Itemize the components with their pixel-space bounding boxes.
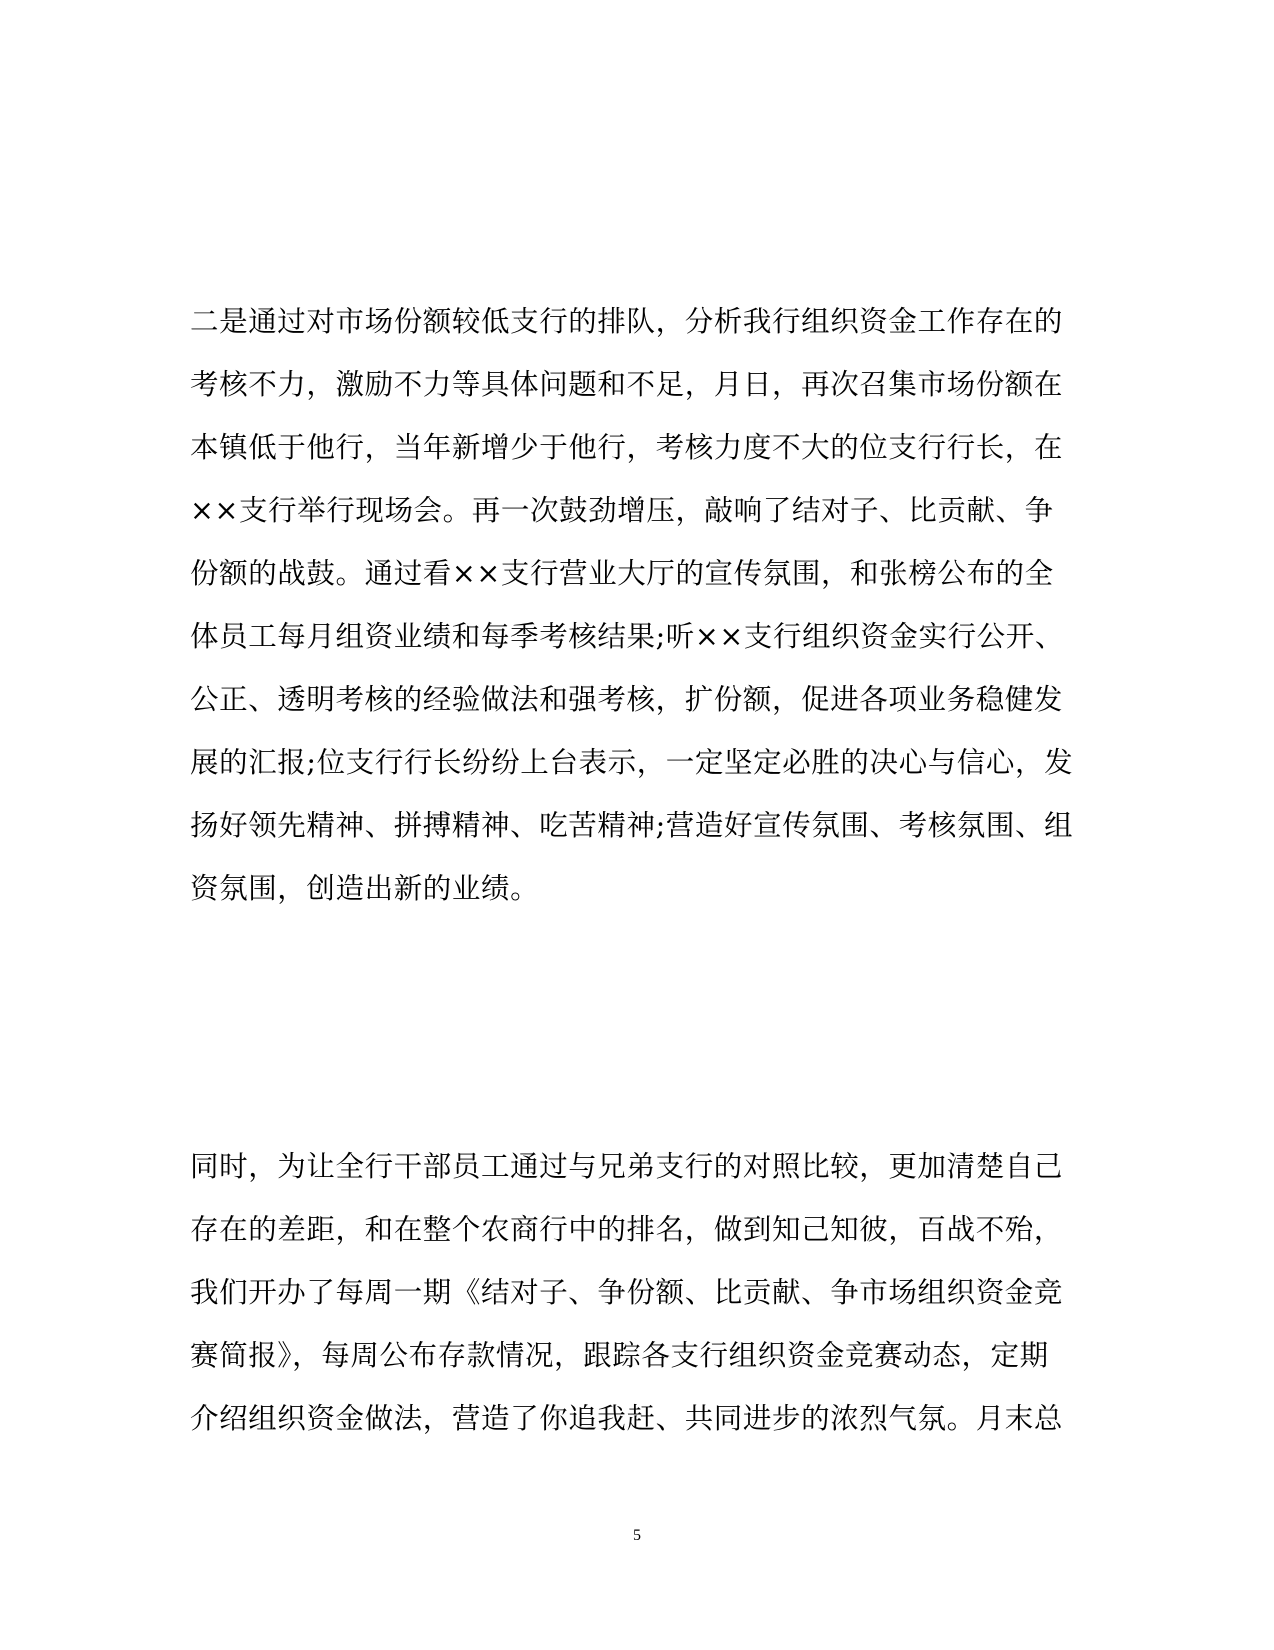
text-line: 公正、透明考核的经验做法和强考核，扩份额，促进各项业务稳健发 [190,683,1064,716]
text-line: 本镇低于他行，当年新增少于他行，考核力度不大的位支行行长，在 [190,431,1064,464]
text-line: 介绍组织资金做法，营造了你追我赶、共同进步的浓烈气氛。月末总 [190,1402,1064,1435]
text-line: 同时，为让全行干部员工通过与兄弟支行的对照比较，更加清楚自己 [190,1150,1064,1183]
text-line: 体员工每月组资业绩和每季考核结果;听××支行组织资金实行公开、 [190,620,1064,653]
text-line: 资氛围，创造出新的业绩。 [190,872,540,905]
page-number: 5 [633,1527,641,1544]
text-line: 展的汇报;位支行行长纷纷上台表示，一定坚定必胜的决心与信心，发 [190,746,1074,779]
text-line: 赛简报》，每周公布存款情况，跟踪各支行组织资金竞赛动态，定期 [190,1339,1049,1372]
text-line: ××支行举行现场会。再一次鼓劲增压，敲响了结对子、比贡献、争 [190,494,1054,527]
text-line: 我们开办了每周一期《结对子、争份额、比贡献、争市场组织资金竞 [190,1276,1064,1309]
paragraph-2 [190,1135,1090,1450]
paragraph-1 [190,290,1090,920]
text-line: 二是通过对市场份额较低支行的排队，分析我行组织资金工作存在的 [190,305,1064,338]
text-line: 考核不力，激励不力等具体问题和不足，月日，再次召集市场份额在 [190,368,1064,401]
text-line: 份额的战鼓。通过看××支行营业大厅的宣传氛围，和张榜公布的全 [190,557,1054,590]
text-line: 扬好领先精神、拼搏精神、吃苦精神;营造好宣传氛围、考核氛围、组 [190,809,1074,842]
text-line: 存在的差距，和在整个农商行中的排名，做到知己知彼，百战不殆， [190,1213,1064,1246]
